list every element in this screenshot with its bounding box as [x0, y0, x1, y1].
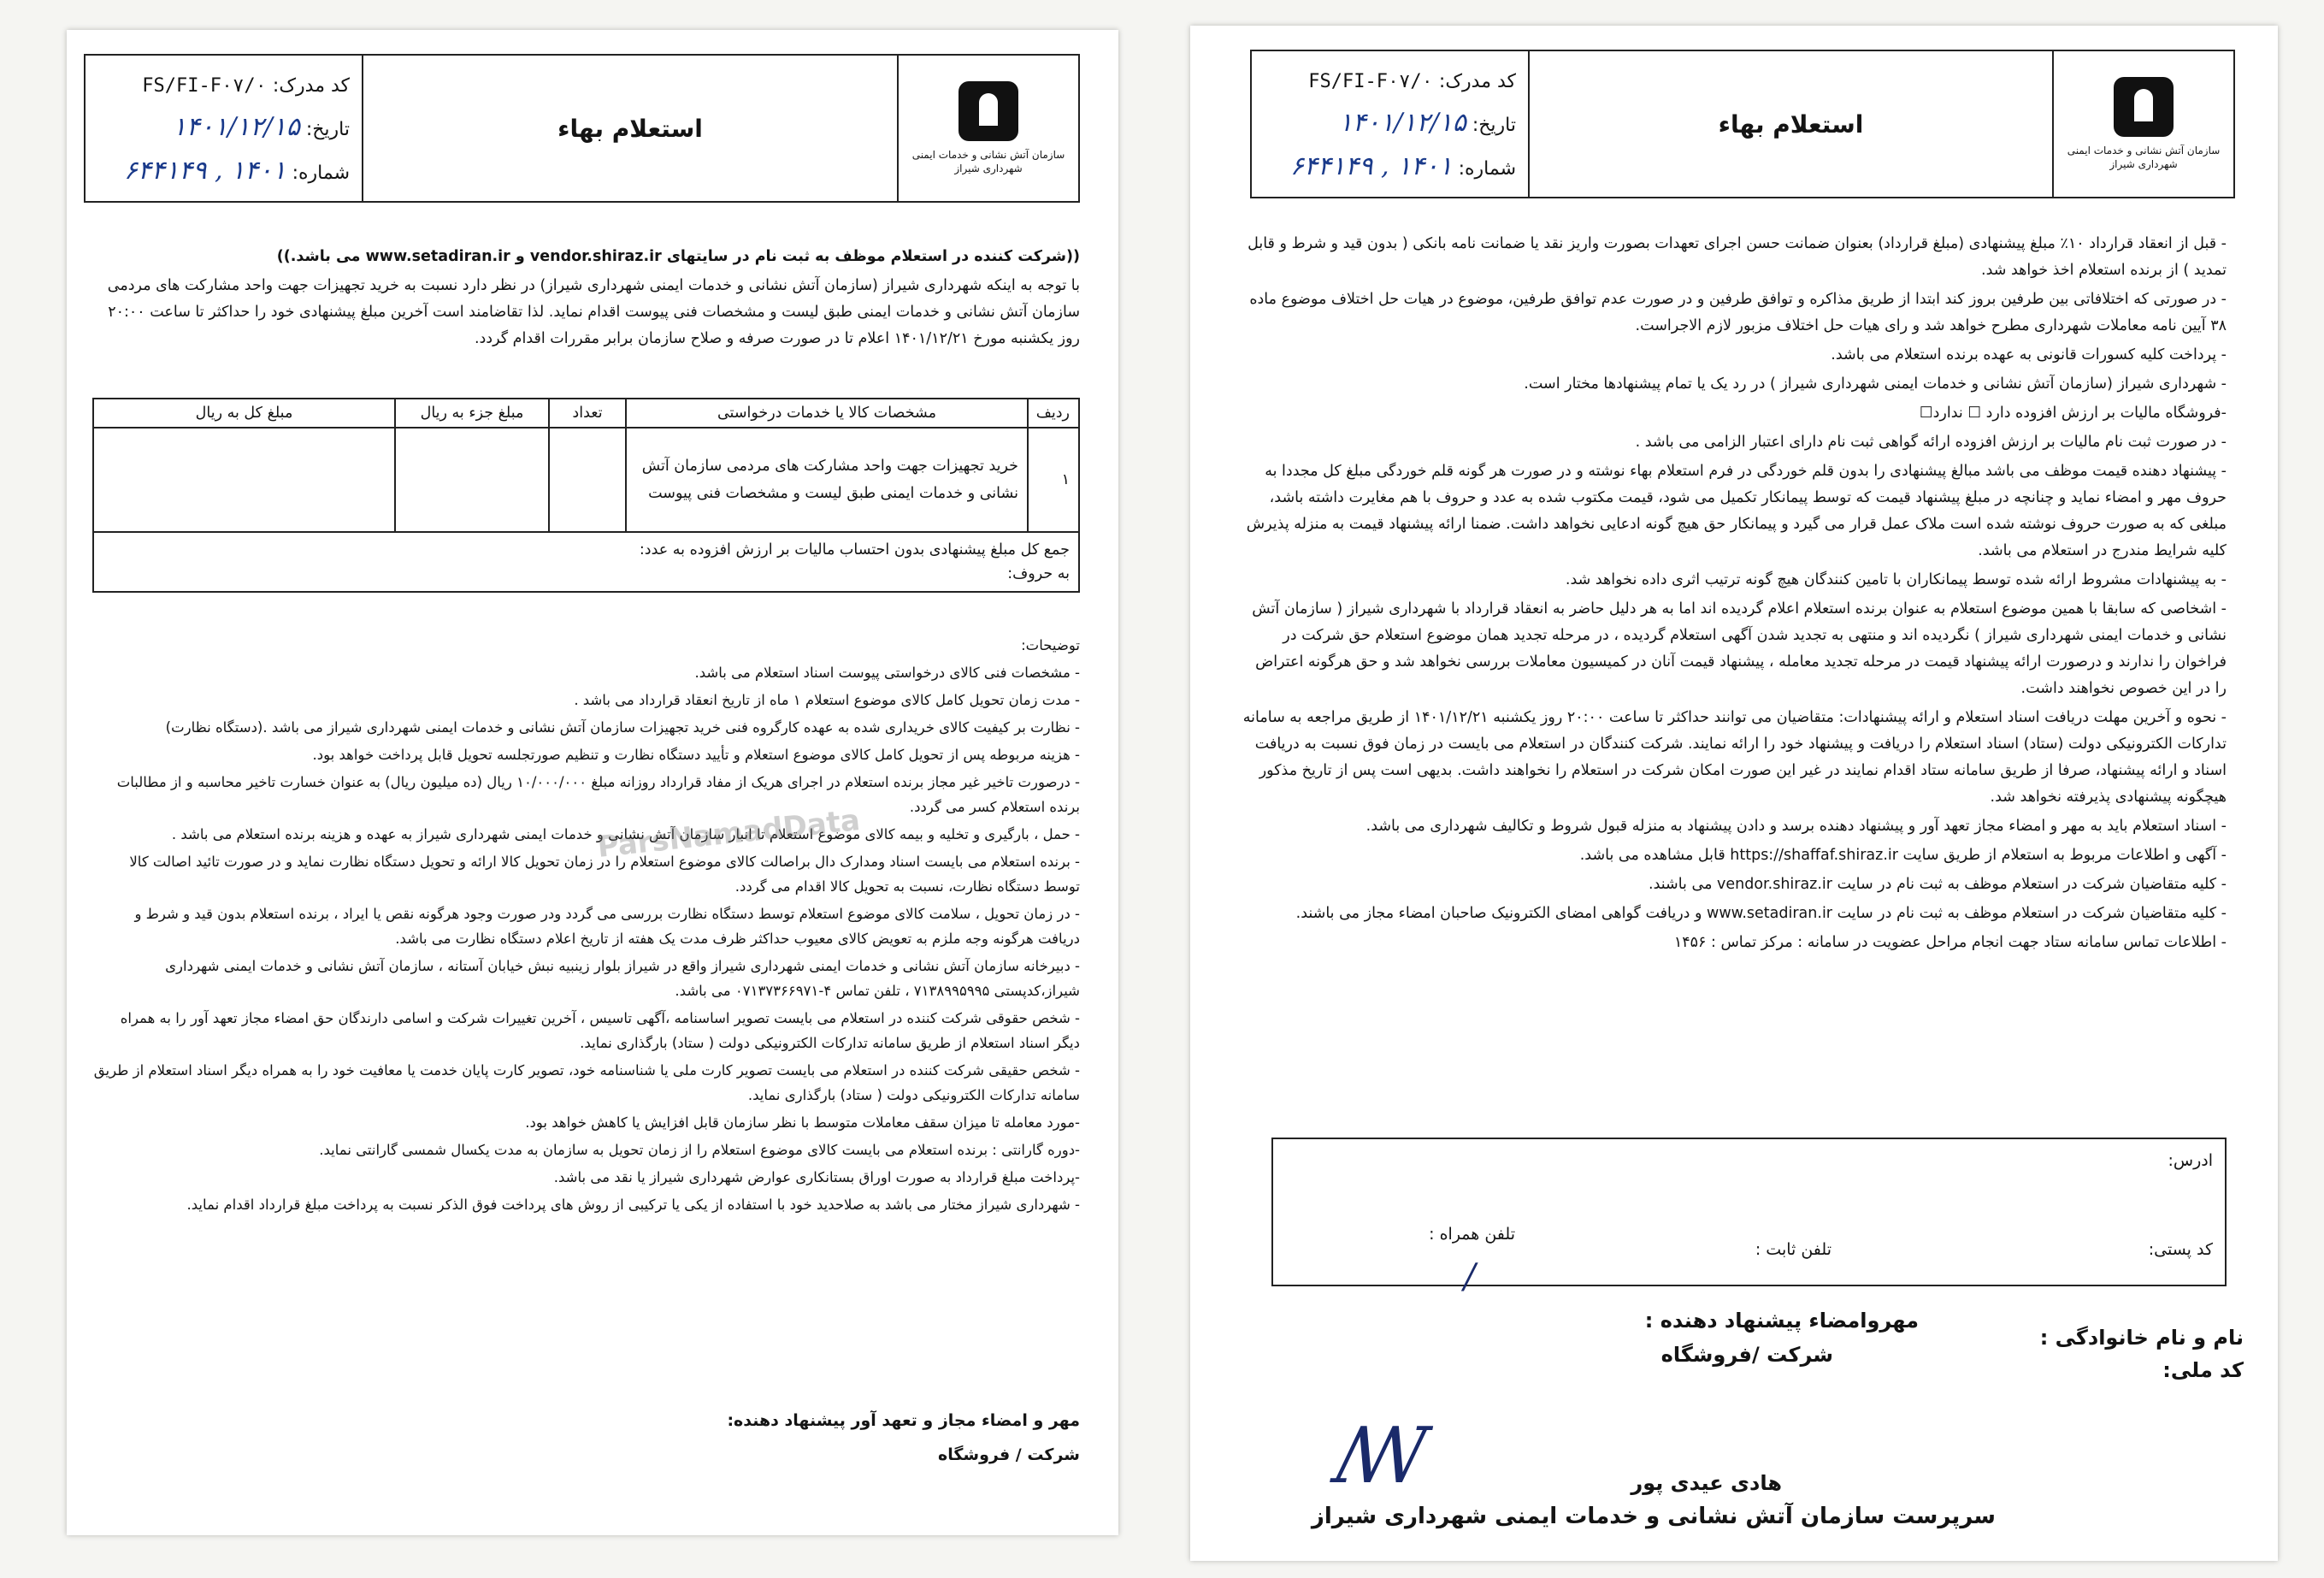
date-label: تاریخ:	[1472, 115, 1516, 136]
doc-code-label: کد مدرک:	[272, 75, 350, 97]
handwritten-signature: ꟿ	[1336, 1411, 1429, 1501]
contact-info-box	[1271, 1138, 2227, 1286]
table-header: مشخصات کالا یا خدمات درخواستی	[625, 399, 1027, 427]
table-header-row	[94, 399, 1078, 428]
date-handwritten: ۱۴۰۱/۱۲/۱۵	[172, 112, 300, 142]
total-words-label: به حروف:	[1007, 565, 1070, 582]
table-header: تعداد	[548, 399, 625, 427]
table-cell-total-price[interactable]	[94, 428, 394, 531]
name-label: نام و نام خانوادگی :	[2039, 1326, 2244, 1350]
terms-paragraph: - در صورتی که اختلافاتی بین طرفین بروز کند ابتدا از طریق مذاکره و توافق طرفین و در صورت عدم توافق طرفین، موضوع در هیات حل اختلاف موضوع ماده ۳۸ آیین نامه معاملات شهرداری مطرح خواهد شد و رای هیات حل اختلاف مزبور لازم الاجراست.	[1249, 291, 2227, 334]
watermark-text: ParsNamadData	[595, 802, 862, 866]
document-title: استعلام بهاء	[1530, 51, 2054, 197]
terms-paragraph: - پرداخت کلیه کسورات قانونی به عهده برنده استعلام می باشد.	[1831, 346, 2227, 363]
terms-paragraph: - کلیه متقاضیان شرکت در استعلام موظف به ثبت نام در سایت www.setadiran.ir و دریافت گواهی امضای الکترونیک صاحبان امضاء مجاز می باشند.	[1295, 905, 2227, 922]
table-header: مبلغ کل به ریال	[195, 405, 293, 422]
note-item: - مدت زمان تحویل کامل کالای موضوع استعلام ۱ ماه از تاریخ انعقاد قرارداد می باشد .	[574, 692, 1080, 708]
doc-code: FS/FI-F۰۷/۰	[142, 75, 267, 97]
terms-paragraph: - کلیه متقاضیان شرکت در استعلام موظف به ثبت نام در سایت vendor.shiraz.ir می باشند.	[1649, 876, 2227, 893]
notes-title: توضیحات:	[1021, 637, 1080, 653]
note-item: - درصورت تاخیر غیر مجاز برنده استعلام در اجرای هریک از مفاد قرارداد روزانه مبلغ ۱۰/۰۰۰/۰۰۰ ریال (ده میلیون ریال) به عنوان خسارت تاخیر محاسبه و از مطالبات برنده استعلام کسر می گردد.	[116, 774, 1080, 815]
org-logo-icon	[2114, 77, 2174, 137]
document-meta-box	[86, 56, 363, 201]
note-item: -مورد معامله تا میزان سقف معاملات متوسط با نظر سازمان قابل افزایش یا کاهش خواهد بود.	[525, 1114, 1080, 1131]
org-logo-icon	[959, 81, 1018, 141]
document-page-left	[67, 30, 1118, 1535]
date-handwritten: ۱۴۰۱/۱۲/۱۵	[1338, 108, 1466, 138]
signer-name: هادی عیدی پور	[1631, 1471, 1782, 1495]
table-row	[94, 428, 1078, 533]
note-item: - هزینه مربوطه پس از تحویل کامل کالای موضوع استعلام و تأیید دستگاه نظارت و تنظیم صورتجلسه تحویل قابل پرداخت خواهد بود.	[312, 747, 1080, 763]
terms-paragraph: - نحوه و آخرین مهلت دریافت اسناد استعلام و ارائه پیشنهادات: متقاضیان می توانند حداکثر تا ساعت ۲۰:۰۰ روز یکشنبه ۱۴۰۱/۱۲/۲۱ از طریق مراجعه به سامانه تدارکات الکترونیکی دولت (ستاد) اسناد استعلام را دریافت و پیشنهاد خود را ارائه نمایند. شرکت کنندگان در استعلام می بایست در زمان فوق نسبت به دریافت اسناد و ارائه پیشنهاد، صرفا از طریق سامانه ستاد اقدام نمایند در غیر این صورت امکان شرکت در استعلام را نخواهند داشت. بدیهی است پس از تاریخ مذکور هیچگونه پیشنهادی پذیرفته نخواهد شد.	[1242, 709, 2227, 806]
document-title: استعلام بهاء	[363, 56, 899, 201]
table-total-cell	[94, 533, 1078, 591]
org-name: سازمان آتش نشانی و خدمات ایمنی شهرداری شیراز	[911, 149, 1065, 174]
seal-label: مهروامضاء پیشنهاد دهنده :	[1644, 1309, 1919, 1333]
table-cell-quantity[interactable]	[548, 428, 625, 531]
table-cell-description: خرید تجهیزات جهت واحد مشارکت های مردمی سازمان آتش نشانی و خدمات ایمنی طبق لیست و مشخصات فنی پیوست	[625, 428, 1027, 531]
terms-list	[1242, 231, 2227, 959]
note-item: - شخص حقیقی شرکت کننده در استعلام می بایست تصویر کارت ملی یا شناسنامه خود، تصویر کارت پایان خدمت یا معافیت خود را به همراه دیگر اسناد استعلام از طریق سامانه تدارکات الکترونیکی دولت ( ستاد) بارگذاری نماید.	[93, 1062, 1080, 1103]
notes-section	[92, 633, 1080, 1220]
national-code-label: کد ملی:	[2162, 1358, 2244, 1382]
authorized-sign-label: مهر و امضاء مجاز و تعهد آور پیشنهاد دهنده:	[727, 1411, 1080, 1430]
note-item: - شهرداری شیراز مختار می باشد به صلاحدید خود با استفاده از یکی یا ترکیبی از روش های پرداخت فوق الذکر نسبت به پرداخت مبلغ قرارداد اقدام نماید.	[186, 1197, 1080, 1213]
note-item: - نظارت بر کیفیت کالای خریداری شده به عهده کارگروه فنی خرید تجهیزات سازمان آتش نشانی و خدمات ایمنی شهرداری شیراز می باشد .(دستگاه نظارت)	[165, 719, 1080, 736]
company-label: شرکت /فروشگاه	[1660, 1343, 1833, 1367]
intro-note: ((شرکت کننده در استعلام موظف به ثبت نام در سایتهای vendor.shiraz.ir و www.setadiran.ir می باشد.))	[276, 248, 1080, 265]
org-logo-box	[899, 56, 1078, 201]
table-cell-row-no: ۱	[1027, 428, 1078, 531]
date-label: تاریخ:	[305, 119, 350, 140]
table-header: ردیف	[1027, 399, 1078, 427]
doc-code: FS/FI-F۰۷/۰	[1308, 71, 1433, 92]
number-label: شماره:	[292, 163, 350, 184]
intro-paragraph: با توجه به اینکه شهرداری شیراز (سازمان آتش نشانی و خدمات ایمنی شهرداری شیراز) در نظر دارد نسبت به خرید تجهیزات جهت واحد مشارکت های مردمی سازمان آتش نشانی و خدمات ایمنی طبق لیست و مشخصات فنی پیوست اقدام نماید. لذا تقاضامند است آخرین مبلغ پیشنهادی خود را حداکثر تا ساعت ۲۰:۰۰ روز یکشنبه مورخ ۱۴۰۱/۱۲/۲۱ اعلام تا در صورت صرفه و صلاح سازمان برابر مقررات اقدام گردد.	[107, 277, 1080, 347]
terms-paragraph: - اطلاعات تماس سامانه ستاد جهت انجام مراحل عضویت در سامانه : مرکز تماس : ۱۴۵۶	[1673, 934, 2227, 951]
terms-paragraph: - پیشنهاد دهنده قیمت موظف می باشد مبالغ پیشنهادی را بدون قلم خوردگی در فرم استعلام بهاء نوشته و در صورت هر گونه قلم خوردگی مبلغ کل مجددا به حروف مهر و امضاء نماید و چنانچه در مبلغ پیشنهاد قیمت که توسط پیمانکار تکمیل می شود، قیمت مکتوب شده به عدد و حروف با هم مغایرت داشته باشد، مبلغی که به صورت حروف نوشته شده است ملاک عمل قرار می گیرد و پیمانکار حق هیچ گونه ادعایی نخواهد داشت. ضمنا ارائه پیشنهاد قیمت به منزله پذیرش کلیه شرایط مندرج در استعلام می باشد.	[1246, 463, 2227, 559]
number-handwritten: ۱۴۰۱ , ۶۴۴۱۴۹	[123, 156, 286, 186]
org-logo-box	[2054, 51, 2233, 197]
terms-paragraph: - اشخاصی که سابقا با همین موضوع استعلام به عنوان برنده استعلام اعلام گردیده اند اما به هر دلیل حاضر به انعقاد قرارداد با شهرداری شیراز ( سازمان آتش نشانی و خدمات ایمنی شهرداری شیراز ) نگردیده اند و منتهی به تجدید شدن آگهی استعلام گردیده ، در مرحله تجدید همان موضوع استعلام حق شرکت در فراخوان را ندارند و درصورت ارائه پیشنهاد قیمت در مرحله تجدید معامله ، پیشنهاد قیمت آنان در کمیسیون معاملات بررسی نخواهد شد و حق هرگونه اعتراض را در این خصوص نخواهند داشت.	[1252, 600, 2227, 697]
terms-paragraph: - اسناد استعلام باید به مهر و امضاء مجاز تعهد آور و پیشنهاد دهنده برسد و دادن پیشنهاد به منزله قبول شروط و تکالیف شهرداری می باشد.	[1365, 818, 2227, 835]
postal-code-label: کد پستی:	[2148, 1240, 2213, 1259]
note-item: - شخص حقوقی شرکت کننده در استعلام می بایست تصویر اساسنامه ،آگهی تاسیس ، آخرین تغییرات شرکت و اسامی دارندگان حق امضاء مجاز تعهد آور را به همراه دیگر اسناد استعلام از طریق سامانه تدارکات الکترونیکی دولت ( ستاد) بارگذاری نماید.	[120, 1010, 1080, 1051]
terms-paragraph: -فروشگاه مالیات بر ارزش افزوده دارد ☐ ندارد☐	[1919, 405, 2227, 422]
document-page-right	[1190, 26, 2278, 1561]
note-item: -پرداخت مبلغ قرارداد به صورت اوراق بستانکاری عوارض شهرداری شیراز یا نقد می باشد.	[553, 1169, 1080, 1185]
table-total-row	[94, 533, 1078, 591]
note-item: - مشخصات فنی کالای درخواستی پیوست اسناد استعلام می باشد.	[694, 665, 1080, 681]
note-item: - در زمان تحویل ، سلامت کالای موضوع استعلام توسط دستگاه نظارت بررسی می گردد ودر صورت وجود هرگونه نقص یا ایراد ، برنده استعلام بدون قید و شرط و دریافت هرگونه وجه ملزم به تعویض کالای معیوب حداکثر ظرف مدت یک هفته از تاریخ اعلام دستگاه نظارت می باشد.	[134, 906, 1080, 947]
document-header	[1250, 50, 2235, 198]
total-numeric-label: جمع کل مبلغ پیشنهادی بدون احتساب مالیات بر ارزش افزوده به عدد:	[639, 541, 1070, 559]
company-label: شرکت / فروشگاه	[938, 1445, 1080, 1464]
address-label: ادرس:	[2168, 1151, 2213, 1170]
terms-paragraph: - به پیشنهادات مشروط ارائه شده توسط پیمانکاران با تامین کنندگان هیچ گونه ترتیب اثری داده نخواهد شد.	[1565, 571, 2227, 588]
terms-paragraph: - در صورت ثبت نام مالیات بر ارزش افزوده ارائه گواهی ثبت نام دارای اعتبار الزامی می باشد .	[1635, 434, 2227, 451]
mobile-label: تلفن همراه :	[1429, 1225, 1515, 1244]
number-handwritten: ۱۴۰۱ , ۶۴۴۱۴۹	[1289, 151, 1453, 181]
note-item: - حمل ، بارگیری و تخلیه و بیمه کالای موضوع استعلام تا انبار سازمان آتش نشانی و خدمات ایمنی شهرداری شیراز به عهده و هزینه برنده استعلام می باشد .	[171, 826, 1080, 842]
note-item: - دبیرخانه سازمان آتش نشانی و خدمات ایمنی شهرداری شیراز واقع در شیراز بلوار زینبیه نبش خیابان آستانه ، سازمان آتش نشانی و خدمات ایمنی شهرداری شیراز،کدپستی ۷۱۳۸۹۹۵۹۹۵ ، تلفن تماس ۴-۰۷۱۳۷۳۶۶۹۷۱ می باشد.	[165, 958, 1080, 999]
doc-code-label: کد مدرک:	[1438, 71, 1516, 92]
table-header: مبلغ جزء به ریال	[394, 399, 548, 427]
signature-mark: /	[1464, 1257, 1476, 1297]
number-label: شماره:	[1458, 158, 1516, 180]
terms-paragraph: - آگهی و اطلاعات مربوط به استعلام از طریق سایت https://shaffaf.shiraz.ir قابل مشاهده می باشد.	[1579, 847, 2227, 864]
signer-title: سرپرست سازمان آتش نشانی و خدمات ایمنی شهرداری شیراز	[1311, 1504, 1996, 1529]
table-cell-unit-price[interactable]	[394, 428, 548, 531]
phone-label: تلفن ثابت :	[1755, 1240, 1831, 1259]
note-item: - برنده استعلام می بایست اسناد ومدارک دال براصالت کالای موضوع استعلام را در زمان تحویل کالا ارائه و تحویل دستگاه نظارت نماید و در صورت تائید اصالت کالا توسط دستگاه نظارت، نسبت به تحویل کالا اقدام می گردد.	[129, 854, 1080, 895]
org-name: سازمان آتش نشانی و خدمات ایمنی شهرداری شیراز	[2067, 145, 2221, 170]
items-table	[92, 398, 1080, 593]
terms-paragraph: - قبل از انعقاد قرارداد ۱۰٪ مبلغ پیشنهادی (مبلغ قرارداد) بعنوان ضمانت حسن اجرای تعهدات بصورت واریز نقد یا ضمانت نامه بانکی ( بدون قید و شرط و قابل تمدید ) از برنده استعلام اخذ خواهد شد.	[1248, 235, 2227, 279]
document-header	[84, 54, 1080, 203]
terms-paragraph: - شهرداری شیراز (سازمان آتش نشانی و خدمات ایمنی شهرداری شیراز ) در رد یک یا تمام پیشنهادها مختار است.	[1524, 375, 2227, 393]
note-item: -دوره گارانتی : برنده استعلام می بایست کالای موضوع استعلام را از زمان تحویل به سازمان به مدت یکسال شمسی گارانتی نماید.	[319, 1142, 1080, 1158]
intro-section	[92, 244, 1080, 355]
document-meta-box	[1252, 51, 1530, 197]
